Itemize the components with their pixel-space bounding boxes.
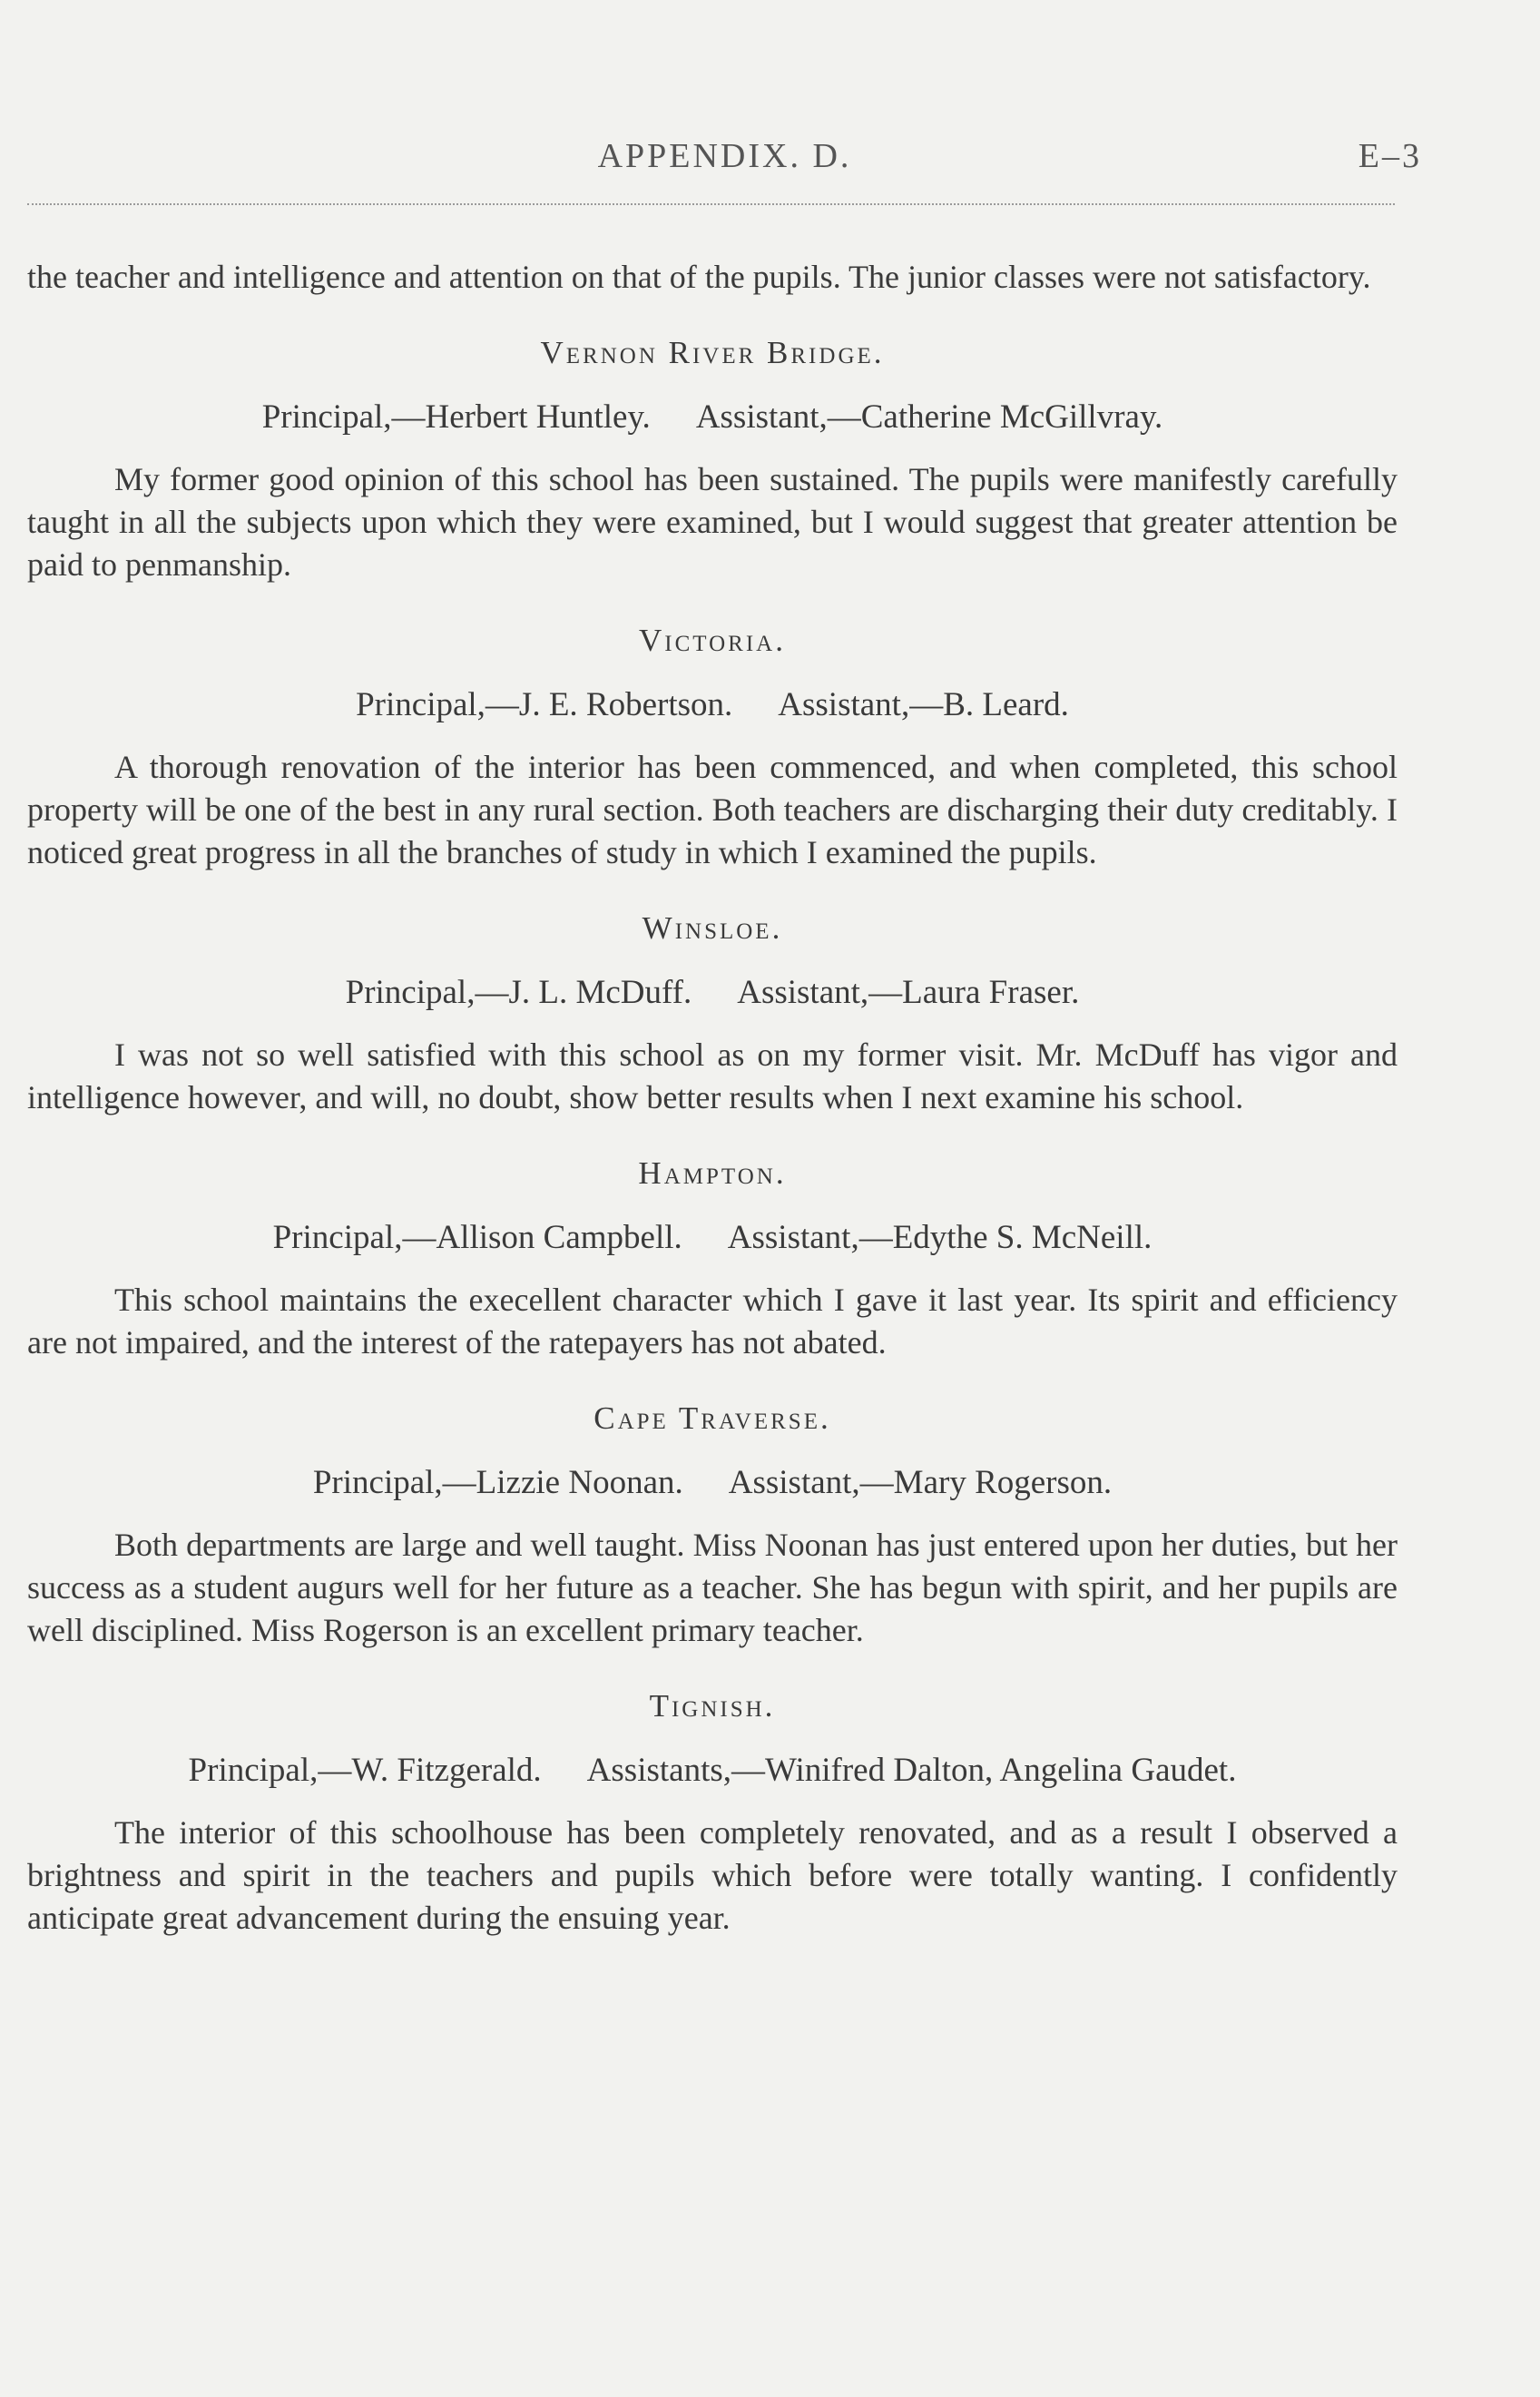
assistant-name: Assistants,—Winifred Dalton, Angelina Gaudet. [586,1752,1237,1789]
running-title: APPENDIX. D. [597,137,852,175]
header-rule [27,203,1395,205]
staff-line [27,396,1398,438]
report-body [27,256,1398,1972]
section-paragraph: A thorough renovation of the interior has been commenced, and when completed, this school property will be one of the best in any rural section. Both teachers are discharging their duty creditably. I noticed great progress in all the branches of study in which I examined the pupils. [27,749,1398,870]
section-paragraph: I was not so well satisfied with this school as on my former visit. Mr. McDuff has vigor and intelligence however, and will, no doubt, show better results when I next examine his school. [27,1036,1398,1115]
section-paragraph: This school maintains the execellent character which I gave it last year. Its spirit and efficiency are not impaired, and the interest of the ratepayers has not abated. [27,1282,1398,1361]
principal-name: Principal,—W. Fitzgerald. [188,1752,542,1789]
principal-name: Principal,—J. E. Robertson. [356,686,733,723]
section-paragraph: My former good opinion of this school has been sustained. The pupils were manifestly carefully taught in all the subjects upon which they were examined, but I would suggest that greater attention be paid to penmanship. [27,461,1398,583]
section-heading: Tignish. [649,1688,776,1724]
page-header [27,136,1422,182]
intro-paragraph: the teacher and intelligence and attention on that of the pupils. The junior classes were not satisfactory. [27,259,1371,295]
section-heading: Victoria. [639,623,786,658]
assistant-name: Assistant,—Laura Fraser. [737,974,1080,1011]
school-section-winsloe [27,907,1398,1119]
section-heading: Hampton. [638,1155,787,1191]
assistant-name: Assistant,—B. Leard. [778,686,1069,723]
principal-name: Principal,—J. L. McDuff. [345,974,692,1011]
section-heading: Cape Traverse. [593,1400,831,1436]
school-section-hampton [27,1152,1398,1364]
principal-name: Principal,—Herbert Huntley. [261,398,651,436]
school-section-victoria [27,619,1398,874]
staff-line [27,1216,1398,1259]
section-heading: Winsloe. [642,910,783,946]
assistant-name: Assistant,—Edythe S. McNeill. [727,1219,1153,1256]
principal-name: Principal,—Allison Campbell. [272,1219,682,1256]
staff-line [27,683,1398,726]
principal-name: Principal,—Lizzie Noonan. [312,1464,683,1501]
staff-line [27,1749,1398,1792]
page-number: E–3 [1358,137,1422,175]
school-section-tignish [27,1685,1398,1940]
staff-line [27,1461,1398,1504]
staff-line [27,971,1398,1014]
assistant-name: Assistant,—Mary Rogerson. [728,1464,1113,1501]
assistant-name: Assistant,—Catherine McGillvray. [695,398,1163,436]
section-heading: Vernon River Bridge. [540,335,885,370]
section-paragraph: The interior of this schoolhouse has been completely renovated, and as a result I observed a brightness and spirit in the teachers and pupils which before were totally wanting. I confidently anticipate great advancement during the ensuing year. [27,1814,1398,1936]
section-paragraph: Both departments are large and well taught. Miss Noonan has just entered upon her duties, but her success as a student augurs well for her future as a teacher. She has begun with spirit, and her pupils are well disciplined. Miss Rogerson is an excellent primary teacher. [27,1527,1398,1648]
school-section-vernon-river-bridge [27,331,1398,586]
school-section-cape-traverse [27,1397,1398,1652]
